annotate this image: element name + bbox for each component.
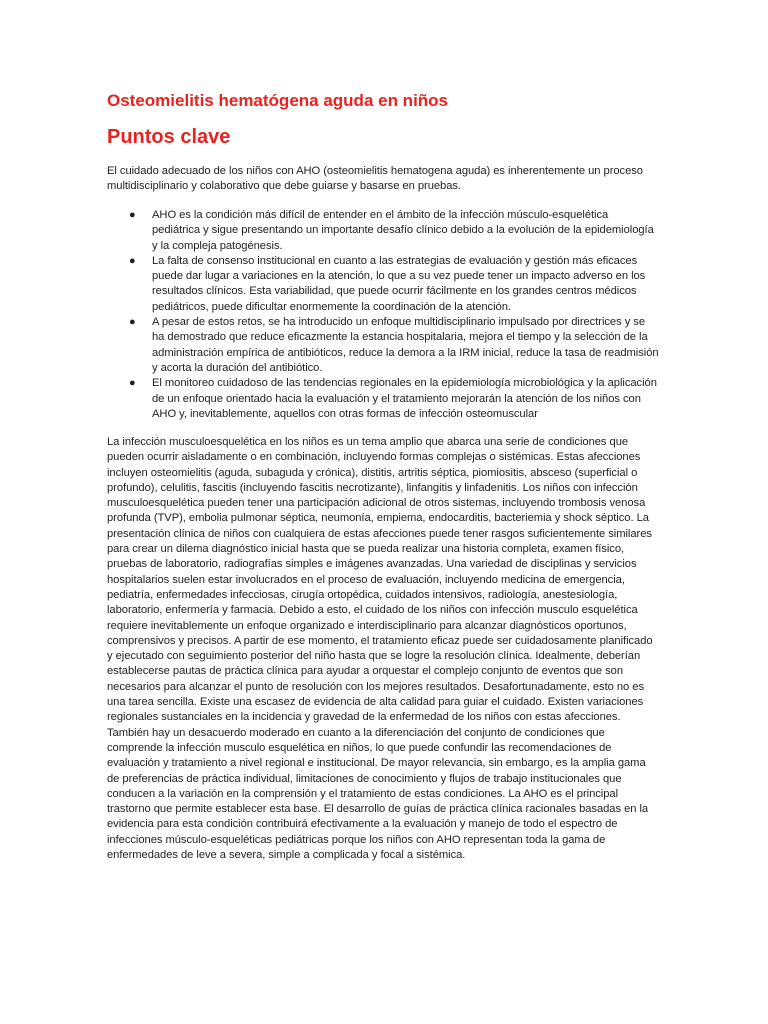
list-item-text: A pesar de estos retos, se ha introducido un enfoque multidisciplinario impulsado por directrices y se ha demostrado que reduce eficazmente la estancia hospitalaria, mejora el tiempo y la selección de la administración empírica de antibióticos, reduce la demora a la IRM inicial, reduce la tasa de readmisión y acorta la duración del antibiótico. [152,316,659,374]
section-heading: Puntos clave [107,126,231,148]
list-item-text: La falta de consenso institucional en cuanto a las estrategias de evaluación y gestión más eficaces puede dar lugar a variaciones en la atención, lo que a su vez puede tener un impacto adverso en los resultados clínicos. Esta variabilidad, que puede ocurrir fácilmente en los grandes centros médicos pediátricos, puede dificultar enormemente la coordinación de la atención. [152,254,646,313]
key-points-list [107,208,659,422]
list-item [107,254,659,315]
document-title: Osteomielitis hematógena aguda en niños [107,91,449,110]
bullet-icon: ● [129,316,136,329]
body-paragraph: La infección musculoesquelética en los niños es un tema amplio que abarca una serie de condiciones que pueden ocurrir aisladamente o en combinación, incluyendo formas complejas o sistémicas. Estas afecciones incluyen osteomielitis (aguda, subaguda y crónica), distitis, artritis séptica, piomiositis, absceso (superficial o profundo), celulitis, fascitis (incluyendo fascitis necrotizante), linfangitis y linfadenitis. Los niños con infección musculoesquelética pueden tener una participación adicional de otros sistemas, incluyendo trombosis venosa profunda (TVP), embolia pulmonar séptica, neumonía, empiema, endocarditis, bacteriemia y shock séptico. La presentación clínica de niños con cualquiera de estas afecciones puede tener rasgos suficientemente similares para crear un dilema diagnóstico inicial hasta que se pueda realizar una historia completa, examen físico, pruebas de laboratorio, radiografías simples e imágenes avanzadas. Una variedad de disciplinas y servicios hospitalarios suelen estar involucrados en el proceso de evaluación, incluyendo medicina de emergencia, pediatría, enfermedades infecciosas, cirugía ortopédica, cuidados intensivos, radiología, anestesiología, laboratorio, enfermería y farmacia. Debido a esto, el cuidado de los niños con infección musculo esquelética requiere inevitablemente un enfoque organizado e interdisciplinario para alcanzar diagnósticos oportunos, comprensivos y precisos. A partir de ese momento, el tratamiento eficaz puede ser cuidadosamente planificado y ejecutado con seguimiento posterior del niño hasta que se logre la resolución clínica. Idealmente, deberían establecerse pautas de práctica clínica para ayudar a orquestar el complejo conjunto de eventos que son necesarios para alcanzar el punto de resolución con los mejores resultados. Desafortunadamente, esto no es una tarea sencilla. Existe una escasez de evidencia de alta calidad para guiar el cuidado. Existen variaciones regionales sustanciales en la incidencia y gravedad de la enfermedad de los niños con estas afecciones. También hay un desacuerdo moderado en cuanto a la diferenciación del conjunto de condiciones que comprende la infección musculo esquelética en niños, lo que puede confundir las recomendaciones de evaluación y tratamiento a nivel regional e institucional. De mayor relevancia, sin embargo, es la amplia gama de preferencias de práctica individual, limitaciones de conocimiento y flujos de trabajo institucionales que conducen a la variación en la comprensión y el tratamiento de estas condiciones. La AHO es el principal trastorno que permite establecer esta base. El desarrollo de guías de práctica clínica racionales basadas en la evidencia para esta condición contribuirá efectivamente a la evaluación y manejo de todo el espectro de infecciones músculo-esqueléticas pediátricas porque los niños con AHO representan toda la gama de enfermedades de leve a severa, simple a complicada y focal a sistémica. [107,436,653,862]
list-item [107,376,659,422]
list-item [107,315,659,376]
bullet-icon: ● [129,254,136,267]
intro-paragraph: El cuidado adecuado de los niños con AHO (osteomielitis hematogena aguda) es inherentemente un proceso multidisciplinario y colaborativo que debe guiarse y basarse en pruebas. [107,165,643,193]
list-item [107,208,659,254]
list-item-text: AHO es la condición más difícil de entender en el ámbito de la infección músculo-esquelética pediátrica y sigue presentando un importante desafío clínico debido a la evolución de la epidemiología y la compleja patogénesis. [152,209,654,252]
bullet-icon: ● [129,209,136,221]
bullet-icon: ● [129,377,136,390]
list-item-text: El monitoreo cuidadoso de las tendencias regionales en la epidemiología microbiológica y la aplicación de un enfoque orientado hacia la evaluación y el tratamiento mejorarán la atención de los niños con AHO y, inevitablemente, aquellos con otras formas de infección osteomuscular [152,377,657,420]
